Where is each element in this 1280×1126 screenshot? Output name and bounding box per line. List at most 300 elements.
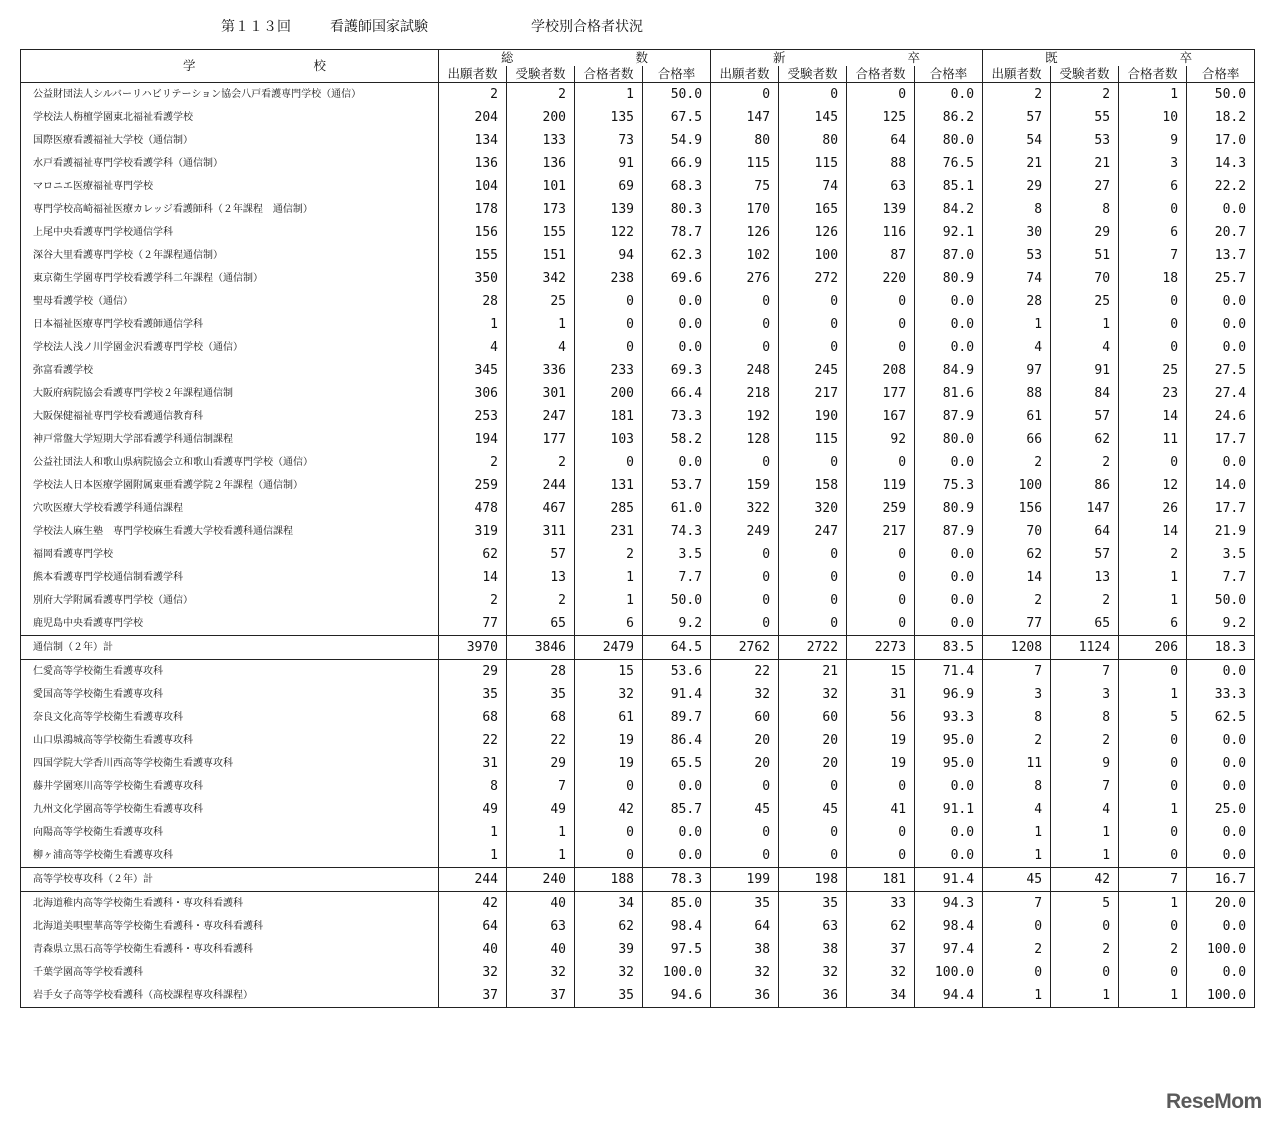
cell-value: 20 — [779, 729, 847, 752]
cell-value: 3 — [1051, 683, 1119, 706]
cell-value: 4 — [439, 336, 507, 359]
cell-value: 80.9 — [915, 497, 983, 520]
cell-value: 32 — [575, 683, 643, 706]
school-name: 公益社団法人和歌山県病院協会立和歌山看護専門学校（通信） — [21, 451, 439, 474]
school-name: 岩手女子高等学校看護科（高校課程専攻科課程） — [21, 984, 439, 1008]
cell-value: 62 — [847, 915, 915, 938]
cell-value: 53.6 — [643, 660, 711, 684]
table-row — [21, 612, 1255, 636]
cell-value: 62 — [1051, 428, 1119, 451]
cell-value: 68 — [507, 706, 575, 729]
cell-value: 0 — [779, 451, 847, 474]
table-row — [21, 152, 1255, 175]
cell-value: 0 — [847, 589, 915, 612]
cell-value: 69.3 — [643, 359, 711, 382]
cell-value: 86.2 — [915, 106, 983, 129]
cell-value: 2 — [1051, 589, 1119, 612]
school-name: 千葉学園高等学校看護科 — [21, 961, 439, 984]
table-row — [21, 589, 1255, 612]
cell-value: 54 — [983, 129, 1051, 152]
school-name: 神戸常盤大学短期大学部看護学科通信制課程 — [21, 428, 439, 451]
cell-value: 11 — [1119, 428, 1187, 451]
column-header: 受験者数 — [507, 66, 575, 83]
cell-value: 54.9 — [643, 129, 711, 152]
cell-value: 10 — [1119, 106, 1187, 129]
cell-value: 86.4 — [643, 729, 711, 752]
cell-value: 61 — [575, 706, 643, 729]
cell-value: 285 — [575, 497, 643, 520]
table-row — [21, 775, 1255, 798]
cell-value: 0 — [1119, 775, 1187, 798]
cell-value: 218 — [711, 382, 779, 405]
cell-value: 7 — [983, 660, 1051, 684]
cell-value: 1 — [1119, 798, 1187, 821]
cell-value: 57 — [983, 106, 1051, 129]
school-name: 山口県鴻城高等学校衛生看護専攻科 — [21, 729, 439, 752]
cell-value: 84 — [1051, 382, 1119, 405]
cell-value: 2 — [507, 83, 575, 107]
cell-value: 115 — [779, 428, 847, 451]
cell-value: 19 — [847, 729, 915, 752]
school-name: 四国学院大学香川西高等学校衛生看護専攻科 — [21, 752, 439, 775]
table-row — [21, 451, 1255, 474]
cell-value: 2 — [983, 451, 1051, 474]
cell-value: 26 — [1119, 497, 1187, 520]
cell-value: 25 — [507, 290, 575, 313]
cell-value: 0 — [779, 566, 847, 589]
column-header: 出願者数 — [711, 66, 779, 83]
cell-value: 42 — [1051, 868, 1119, 892]
cell-value: 1 — [439, 844, 507, 868]
cell-value: 0 — [1119, 290, 1187, 313]
table-row — [21, 961, 1255, 984]
cell-value: 78.3 — [643, 868, 711, 892]
cell-value: 74 — [983, 267, 1051, 290]
group-header-total: 総 数 — [439, 50, 711, 67]
cell-value: 66 — [983, 428, 1051, 451]
cell-value: 22 — [711, 660, 779, 684]
cell-value: 159 — [711, 474, 779, 497]
cell-value: 22.2 — [1187, 175, 1255, 198]
cell-value: 0 — [779, 336, 847, 359]
cell-value: 0 — [711, 821, 779, 844]
cell-value: 94.4 — [915, 984, 983, 1008]
cell-value: 247 — [507, 405, 575, 428]
cell-value: 0.0 — [915, 566, 983, 589]
cell-value: 19 — [575, 752, 643, 775]
cell-value: 478 — [439, 497, 507, 520]
cell-value: 0 — [1119, 752, 1187, 775]
column-header: 出願者数 — [983, 66, 1051, 83]
cell-value: 0.0 — [915, 844, 983, 868]
cell-value: 0.0 — [915, 775, 983, 798]
school-column-header: 学 校 — [21, 50, 439, 83]
table-row — [21, 798, 1255, 821]
cell-value: 35 — [439, 683, 507, 706]
cell-value: 13.7 — [1187, 244, 1255, 267]
cell-value: 65 — [507, 612, 575, 636]
cell-value: 2273 — [847, 636, 915, 660]
school-name: 公益財団法人シルバーリハビリテーション協会八戸看護専門学校（通信） — [21, 83, 439, 107]
table-row — [21, 474, 1255, 497]
exam-name: 看護師国家試験 — [330, 19, 428, 35]
school-name: 熊本看護専門学校通信制看護学科 — [21, 566, 439, 589]
cell-value: 27 — [1051, 175, 1119, 198]
cell-value: 40 — [507, 892, 575, 916]
cell-value: 4 — [507, 336, 575, 359]
cell-value: 32 — [711, 683, 779, 706]
cell-value: 0.0 — [1187, 290, 1255, 313]
cell-value: 1 — [439, 821, 507, 844]
cell-value: 0 — [711, 543, 779, 566]
cell-value: 126 — [711, 221, 779, 244]
cell-value: 100 — [779, 244, 847, 267]
cell-value: 55 — [1051, 106, 1119, 129]
cell-value: 61.0 — [643, 497, 711, 520]
cell-value: 62 — [983, 543, 1051, 566]
exam-round: 第１１３回 — [221, 19, 291, 35]
cell-value: 64 — [1051, 520, 1119, 543]
cell-value: 92.1 — [915, 221, 983, 244]
cell-value: 125 — [847, 106, 915, 129]
cell-value: 40 — [507, 938, 575, 961]
cell-value: 2 — [983, 589, 1051, 612]
cell-value: 104 — [439, 175, 507, 198]
cell-value: 155 — [439, 244, 507, 267]
cell-value: 0 — [711, 290, 779, 313]
cell-value: 0 — [711, 775, 779, 798]
cell-value: 9 — [1119, 129, 1187, 152]
cell-value: 89.7 — [643, 706, 711, 729]
cell-value: 32 — [779, 683, 847, 706]
cell-value: 32 — [507, 961, 575, 984]
column-header: 受験者数 — [1051, 66, 1119, 83]
cell-value: 97.5 — [643, 938, 711, 961]
cell-value: 38 — [779, 938, 847, 961]
cell-value: 0 — [575, 821, 643, 844]
cell-value: 1 — [1119, 984, 1187, 1008]
cell-value: 1 — [1051, 821, 1119, 844]
table-row — [21, 244, 1255, 267]
cell-value: 276 — [711, 267, 779, 290]
cell-value: 4 — [1051, 336, 1119, 359]
cell-value: 122 — [575, 221, 643, 244]
cell-value: 1 — [507, 844, 575, 868]
cell-value: 63 — [847, 175, 915, 198]
cell-value: 7.7 — [643, 566, 711, 589]
cell-value: 345 — [439, 359, 507, 382]
table-row — [21, 267, 1255, 290]
cell-value: 8 — [983, 775, 1051, 798]
cell-value: 13 — [1051, 566, 1119, 589]
table-row — [21, 520, 1255, 543]
cell-value: 0 — [711, 451, 779, 474]
cell-value: 20 — [711, 752, 779, 775]
cell-value: 70 — [983, 520, 1051, 543]
cell-value: 3970 — [439, 636, 507, 660]
cell-value: 206 — [1119, 636, 1187, 660]
cell-value: 45 — [983, 868, 1051, 892]
cell-value: 9.2 — [643, 612, 711, 636]
table-row — [21, 566, 1255, 589]
subtotal-row — [21, 868, 1255, 892]
cell-value: 68 — [439, 706, 507, 729]
cell-value: 100 — [983, 474, 1051, 497]
school-name: 穴吹医療大学校看護学科通信課程 — [21, 497, 439, 520]
cell-value: 1124 — [1051, 636, 1119, 660]
cell-value: 74.3 — [643, 520, 711, 543]
cell-value: 66.9 — [643, 152, 711, 175]
cell-value: 147 — [711, 106, 779, 129]
table-row — [21, 336, 1255, 359]
cell-value: 0 — [711, 83, 779, 107]
cell-value: 467 — [507, 497, 575, 520]
cell-value: 17.7 — [1187, 428, 1255, 451]
group-header-new-grad: 新 卒 — [711, 50, 983, 67]
cell-value: 3.5 — [1187, 543, 1255, 566]
cell-value: 322 — [711, 497, 779, 520]
cell-value: 0.0 — [643, 313, 711, 336]
cell-value: 1 — [575, 589, 643, 612]
cell-value: 0.0 — [1187, 660, 1255, 684]
cell-value: 320 — [779, 497, 847, 520]
table-row — [21, 729, 1255, 752]
cell-value: 3 — [983, 683, 1051, 706]
column-header: 合格率 — [643, 66, 711, 83]
cell-value: 204 — [439, 106, 507, 129]
cell-value: 177 — [507, 428, 575, 451]
cell-value: 7 — [507, 775, 575, 798]
school-name: 別府大学附属看護専門学校（通信） — [21, 589, 439, 612]
cell-value: 57 — [1051, 543, 1119, 566]
column-header: 合格率 — [915, 66, 983, 83]
school-name: 学校法人麻生塾 専門学校麻生看護大学校看護科通信課程 — [21, 520, 439, 543]
cell-value: 0.0 — [915, 83, 983, 107]
cell-value: 95.0 — [915, 752, 983, 775]
table-row — [21, 821, 1255, 844]
cell-value: 2 — [1119, 938, 1187, 961]
cell-value: 77 — [439, 612, 507, 636]
cell-value: 50.0 — [643, 589, 711, 612]
cell-value: 0.0 — [915, 451, 983, 474]
school-name: 学校法人日本医療学園附属東亜看護学院２年課程（通信制） — [21, 474, 439, 497]
school-name: 通信制（２年）計 — [21, 636, 439, 660]
cell-value: 4 — [1051, 798, 1119, 821]
cell-value: 20.0 — [1187, 892, 1255, 916]
cell-value: 217 — [847, 520, 915, 543]
cell-value: 69.6 — [643, 267, 711, 290]
school-name: 国際医療看護福祉大学校（通信制） — [21, 129, 439, 152]
cell-value: 14 — [439, 566, 507, 589]
cell-value: 0 — [847, 83, 915, 107]
cell-value: 4 — [983, 798, 1051, 821]
school-name: 日本福祉医療専門学校看護師通信学科 — [21, 313, 439, 336]
cell-value: 0 — [1119, 915, 1187, 938]
cell-value: 3.5 — [643, 543, 711, 566]
cell-value: 57 — [1051, 405, 1119, 428]
cell-value: 87.9 — [915, 405, 983, 428]
cell-value: 64 — [439, 915, 507, 938]
cell-value: 0 — [847, 451, 915, 474]
cell-value: 199 — [711, 868, 779, 892]
cell-value: 0 — [847, 566, 915, 589]
cell-value: 0.0 — [1187, 915, 1255, 938]
cell-value: 0 — [779, 290, 847, 313]
table-row — [21, 938, 1255, 961]
cell-value: 2479 — [575, 636, 643, 660]
cell-value: 0.0 — [1187, 336, 1255, 359]
cell-value: 28 — [439, 290, 507, 313]
report-subject: 学校別合格者状況 — [531, 19, 643, 35]
cell-value: 2722 — [779, 636, 847, 660]
cell-value: 14.3 — [1187, 152, 1255, 175]
table-row — [21, 198, 1255, 221]
cell-value: 25 — [1119, 359, 1187, 382]
cell-value: 1 — [983, 313, 1051, 336]
cell-value: 7 — [983, 892, 1051, 916]
cell-value: 18 — [1119, 267, 1187, 290]
cell-value: 50.0 — [1187, 589, 1255, 612]
cell-value: 0.0 — [915, 612, 983, 636]
cell-value: 41 — [847, 798, 915, 821]
cell-value: 244 — [507, 474, 575, 497]
cell-value: 1 — [1119, 892, 1187, 916]
cell-value: 28 — [507, 660, 575, 684]
cell-value: 80.0 — [915, 129, 983, 152]
cell-value: 57 — [507, 543, 575, 566]
table-row — [21, 915, 1255, 938]
cell-value: 156 — [439, 221, 507, 244]
cell-value: 7 — [1119, 868, 1187, 892]
cell-value: 0 — [1119, 313, 1187, 336]
cell-value: 56 — [847, 706, 915, 729]
cell-value: 7 — [1051, 660, 1119, 684]
cell-value: 0 — [1119, 844, 1187, 868]
cell-value: 244 — [439, 868, 507, 892]
cell-value: 272 — [779, 267, 847, 290]
cell-value: 42 — [439, 892, 507, 916]
cell-value: 19 — [575, 729, 643, 752]
table-row — [21, 106, 1255, 129]
cell-value: 18.2 — [1187, 106, 1255, 129]
cell-value: 100.0 — [1187, 938, 1255, 961]
table-row — [21, 382, 1255, 405]
cell-value: 245 — [779, 359, 847, 382]
cell-value: 25.0 — [1187, 798, 1255, 821]
cell-value: 0.0 — [1187, 451, 1255, 474]
cell-value: 9 — [1051, 752, 1119, 775]
cell-value: 33.3 — [1187, 683, 1255, 706]
resemom-logo: ReseMom — [1166, 1090, 1262, 1113]
cell-value: 2 — [983, 83, 1051, 107]
cell-value: 0.0 — [1187, 775, 1255, 798]
cell-value: 65 — [1051, 612, 1119, 636]
cell-value: 64 — [847, 129, 915, 152]
cell-value: 63 — [779, 915, 847, 938]
cell-value: 1 — [507, 313, 575, 336]
school-name: 九州文化学園高等学校衛生看護専攻科 — [21, 798, 439, 821]
cell-value: 71.4 — [915, 660, 983, 684]
school-name: 柳ヶ浦高等学校衛生看護専攻科 — [21, 844, 439, 868]
cell-value: 24.6 — [1187, 405, 1255, 428]
cell-value: 91.4 — [643, 683, 711, 706]
table-row — [21, 497, 1255, 520]
cell-value: 67.5 — [643, 106, 711, 129]
cell-value: 0 — [779, 543, 847, 566]
school-name: 東京衛生学園専門学校看護学科二年課程（通信制） — [21, 267, 439, 290]
school-name: 奈良文化高等学校衛生看護専攻科 — [21, 706, 439, 729]
cell-value: 336 — [507, 359, 575, 382]
cell-value: 9.2 — [1187, 612, 1255, 636]
cell-value: 94.6 — [643, 984, 711, 1008]
header-row-groups — [21, 50, 1255, 67]
cell-value: 39 — [575, 938, 643, 961]
cell-value: 53 — [1051, 129, 1119, 152]
cell-value: 85.0 — [643, 892, 711, 916]
cell-value: 8 — [1051, 198, 1119, 221]
school-name: 鹿児島中央看護専門学校 — [21, 612, 439, 636]
cell-value: 0.0 — [1187, 961, 1255, 984]
cell-value: 91.4 — [915, 868, 983, 892]
cell-value: 0.0 — [1187, 729, 1255, 752]
cell-value: 0.0 — [643, 451, 711, 474]
cell-value: 32 — [711, 961, 779, 984]
cell-value: 1 — [1051, 984, 1119, 1008]
cell-value: 62.5 — [1187, 706, 1255, 729]
cell-value: 0 — [575, 775, 643, 798]
cell-value: 217 — [779, 382, 847, 405]
cell-value: 100.0 — [1187, 984, 1255, 1008]
cell-value: 12 — [1119, 474, 1187, 497]
cell-value: 5 — [1051, 892, 1119, 916]
cell-value: 192 — [711, 405, 779, 428]
cell-value: 158 — [779, 474, 847, 497]
cell-value: 98.4 — [643, 915, 711, 938]
column-header: 合格率 — [1187, 66, 1255, 83]
cell-value: 78.7 — [643, 221, 711, 244]
cell-value: 0.0 — [1187, 313, 1255, 336]
cell-value: 0.0 — [915, 336, 983, 359]
cell-value: 65.5 — [643, 752, 711, 775]
cell-value: 8 — [983, 706, 1051, 729]
cell-value: 88 — [983, 382, 1051, 405]
cell-value: 34 — [847, 984, 915, 1008]
cell-value: 15 — [575, 660, 643, 684]
cell-value: 37 — [847, 938, 915, 961]
school-name: 学校法人栴檀学園東北福祉看護学校 — [21, 106, 439, 129]
cell-value: 49 — [507, 798, 575, 821]
cell-value: 53.7 — [643, 474, 711, 497]
cell-value: 200 — [575, 382, 643, 405]
cell-value: 31 — [847, 683, 915, 706]
cell-value: 0 — [847, 775, 915, 798]
cell-value: 1 — [1119, 683, 1187, 706]
cell-value: 74 — [779, 175, 847, 198]
cell-value: 139 — [847, 198, 915, 221]
table-row — [21, 844, 1255, 868]
cell-value: 6 — [575, 612, 643, 636]
cell-value: 151 — [507, 244, 575, 267]
cell-value: 14.0 — [1187, 474, 1255, 497]
cell-value: 1 — [1051, 313, 1119, 336]
cell-value: 50.0 — [643, 83, 711, 107]
cell-value: 0.0 — [915, 543, 983, 566]
column-header: 出願者数 — [439, 66, 507, 83]
cell-value: 103 — [575, 428, 643, 451]
cell-value: 2 — [1051, 451, 1119, 474]
table-row — [21, 290, 1255, 313]
cell-value: 95.0 — [915, 729, 983, 752]
